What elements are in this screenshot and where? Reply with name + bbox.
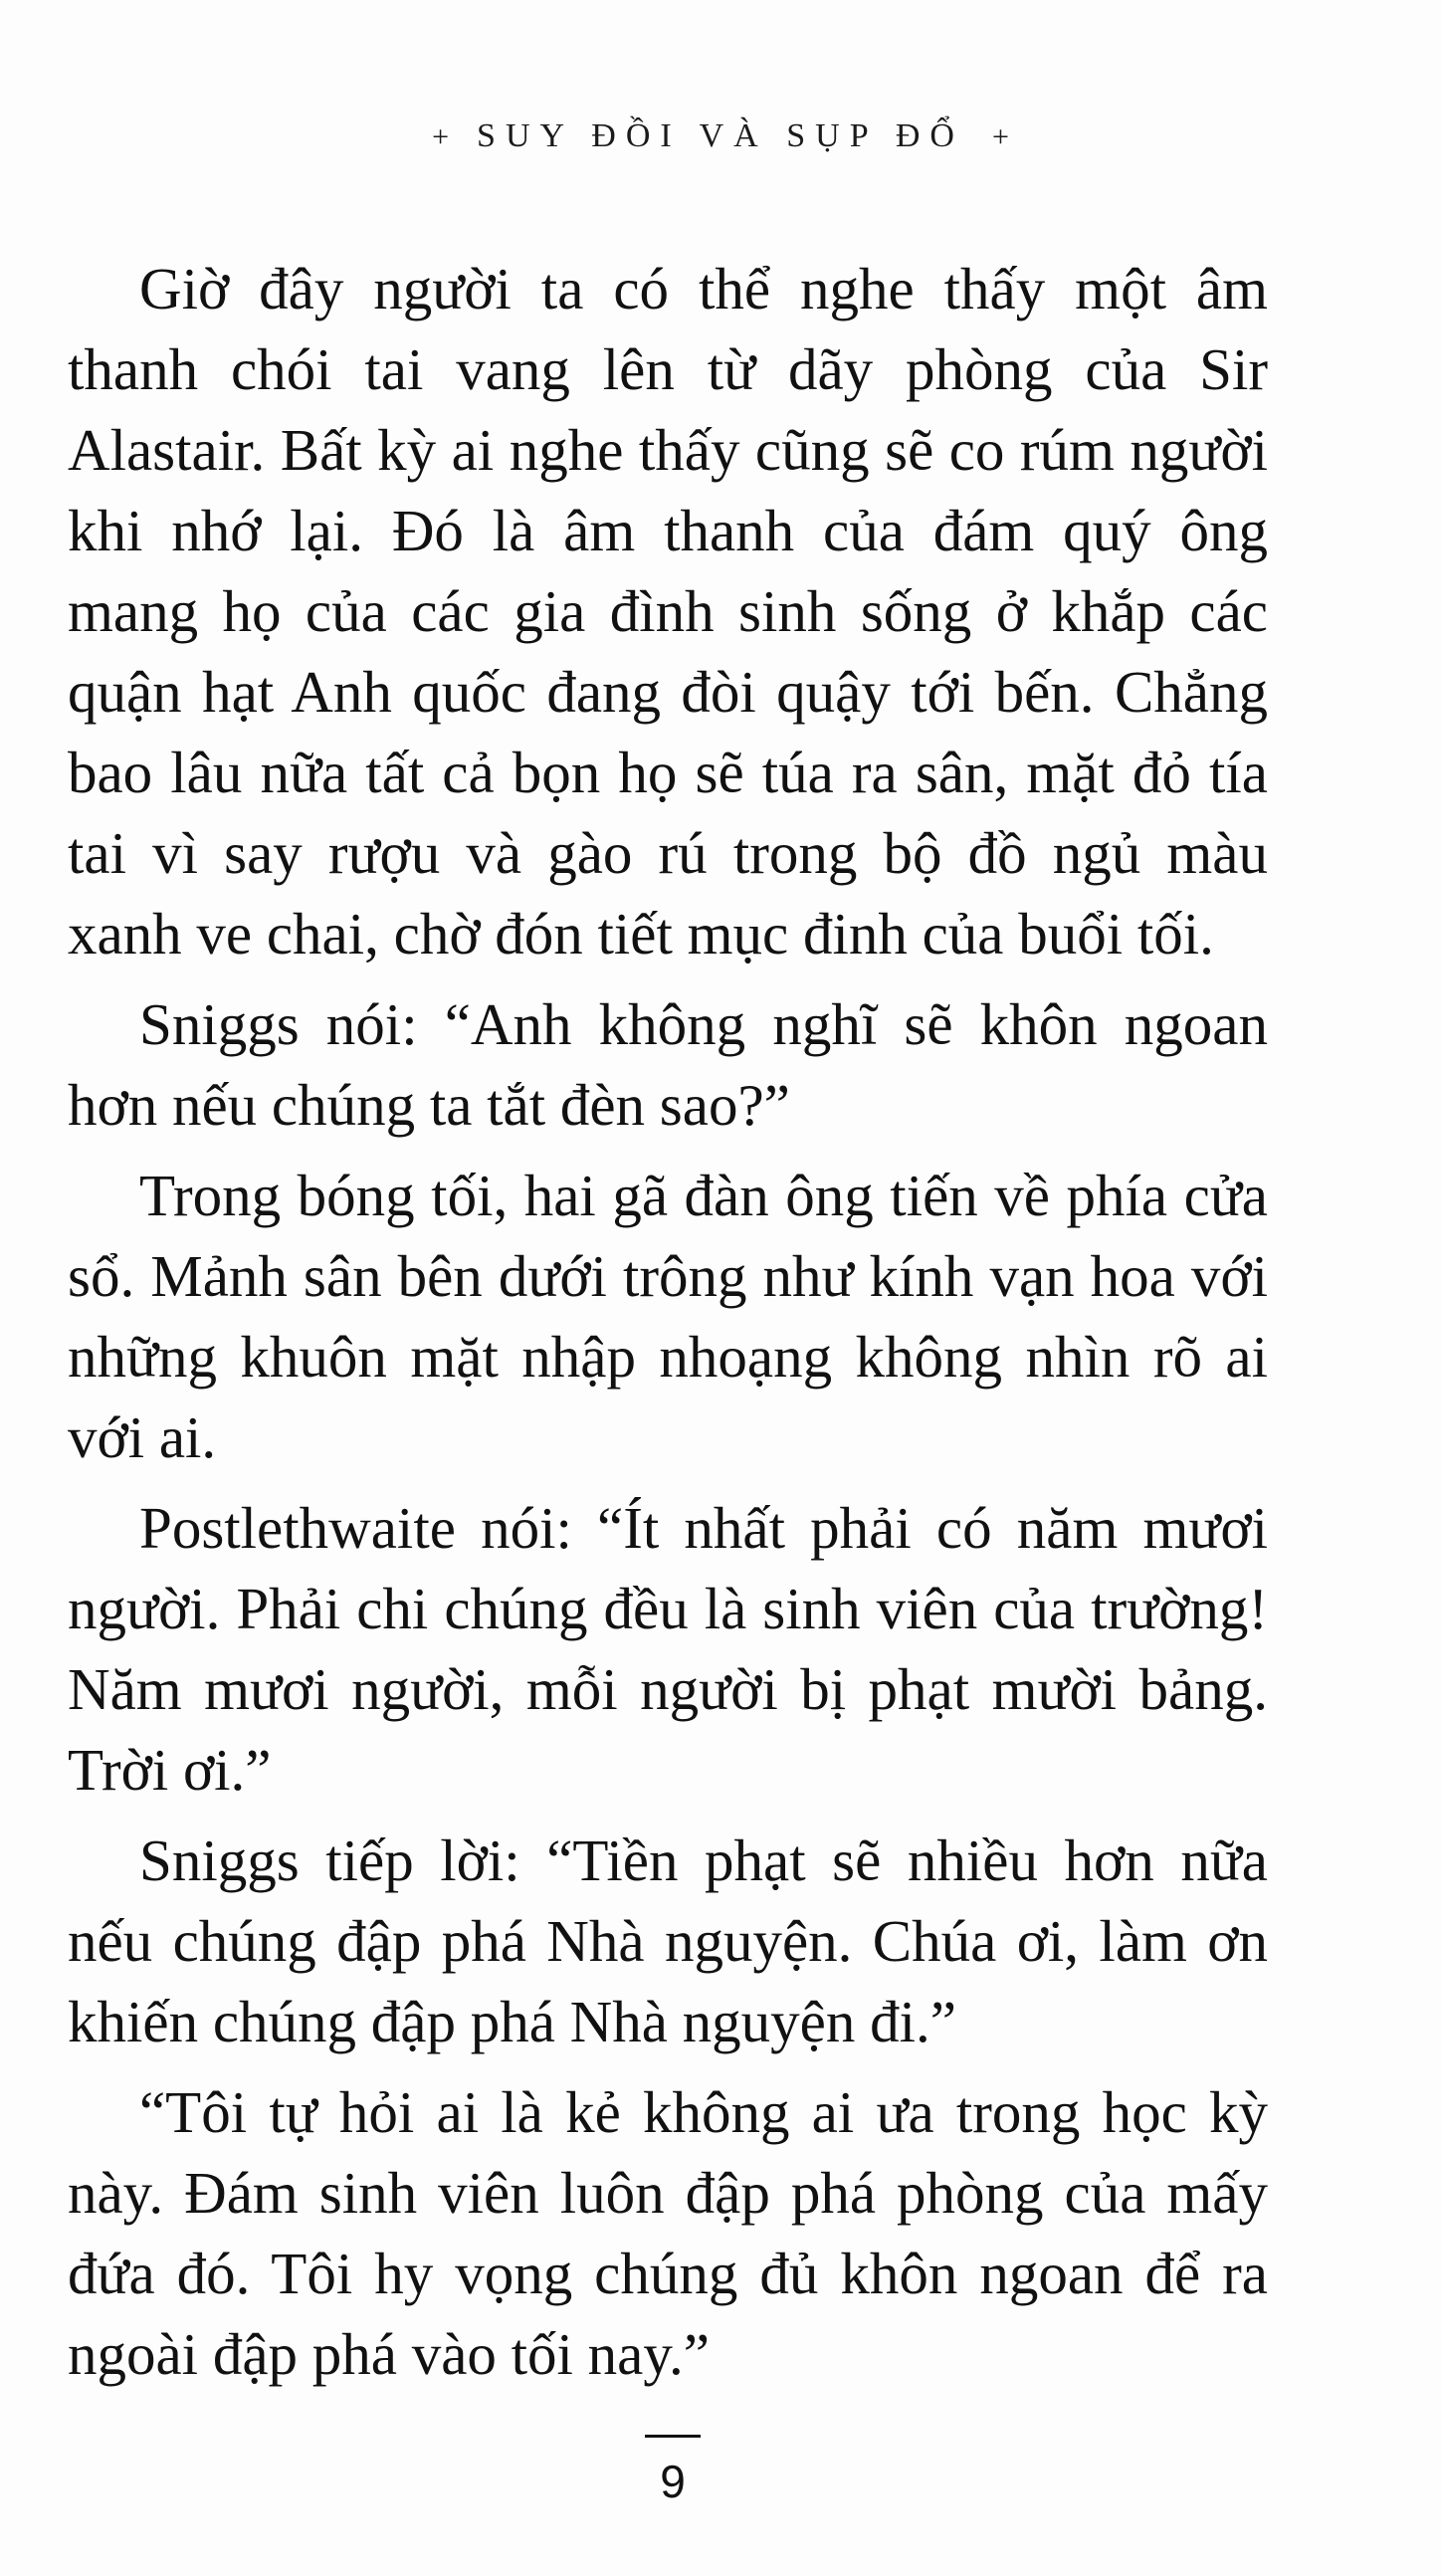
- ornament-left-icon: +: [432, 120, 450, 153]
- ornament-right-icon: +: [991, 120, 1009, 153]
- paragraph: Postlethwaite nói: “Ít nhất phải có năm mươi người. Phải chi chúng đều là sinh viên của trường! Năm mươi người, mỗi người bị phạt mười bảng. Trời ơi.”: [68, 1495, 1268, 1803]
- paragraph: Sniggs tiếp lời: “Tiền phạt sẽ nhiều hơn nữa nếu chúng đập phá Nhà nguyện. Chúa ơi, làm ơn khiến chúng đập phá Nhà nguyện đi.”: [68, 1827, 1268, 2054]
- running-head-title: SUY ĐỒI VÀ SỤP ĐỔ: [477, 117, 964, 154]
- paragraph: Trong bóng tối, hai gã đàn ông tiến về phía cửa sổ. Mảnh sân bên dưới trông như kính vạn hoa với những khuôn mặt nhập nhoạng không nhìn rõ ai với ai.: [68, 1163, 1268, 1470]
- folio-rule: [645, 2435, 701, 2438]
- body-text: [68, 249, 1268, 2405]
- paragraph: “Tôi tự hỏi ai là kẻ không ai ưa trong học kỳ này. Đám sinh viên luôn đập phá phòng của mấy đứa đó. Tôi hy vọng chúng đủ khôn ngoan để ra ngoài đập phá vào tối nay.”: [68, 2079, 1268, 2387]
- page-number: 9: [660, 2456, 686, 2507]
- paragraph: Sniggs nói: “Anh không nghĩ sẽ khôn ngoan hơn nếu chúng ta tắt đèn sao?”: [68, 991, 1268, 1138]
- paragraph: Giờ đây người ta có thể nghe thấy một âm thanh chói tai vang lên từ dãy phòng của Sir Alastair. Bất kỳ ai nghe thấy cũng sẽ co rúm người khi nhớ lại. Đó là âm thanh của đám quý ông mang họ của các gia đình sinh sống ở khắp các quận hạt Anh quốc đang đòi quậy tới bến. Chẳng bao lâu nữa tất cả bọn họ sẽ túa ra sân, mặt đỏ tía tai vì say rượu và gào rú trong bộ đồ ngủ màu xanh ve chai, chờ đón tiết mục đinh của buổi tối.: [68, 256, 1268, 966]
- running-head: [0, 117, 1441, 155]
